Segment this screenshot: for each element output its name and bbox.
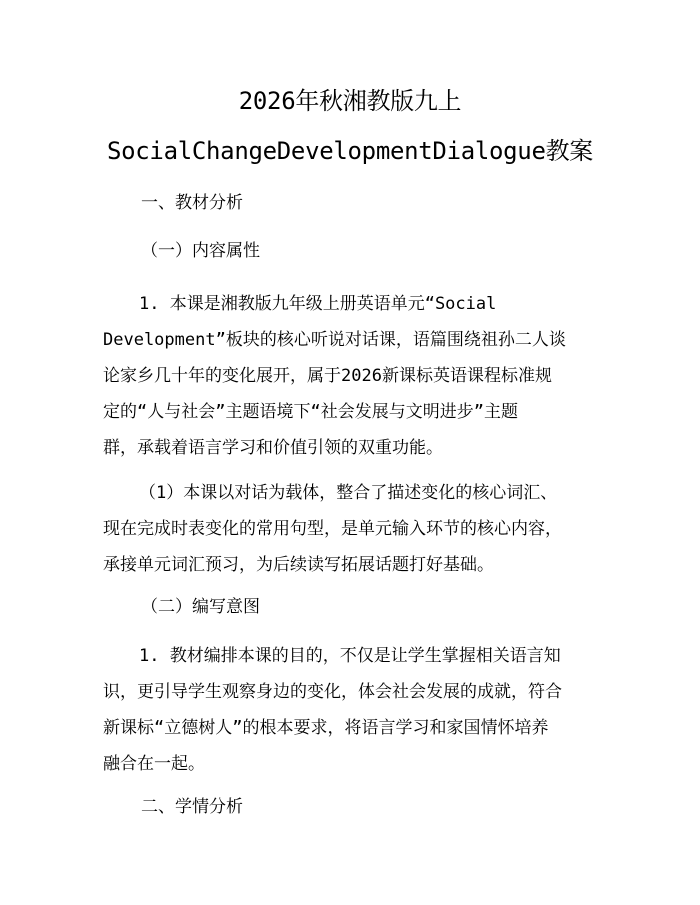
section-heading-textbook-analysis: 一、教材分析: [141, 193, 243, 213]
paragraph-line: 群，承载着语言学习和价值引领的双重功能。: [103, 438, 443, 458]
paragraph-line: 识，更引导学生观察身边的变化，体会社会发展的成就，符合: [103, 682, 562, 702]
paragraph-line: 承接单元词汇预习，为后续读写拓展话题打好基础。: [103, 555, 494, 575]
paragraph-line: 1. 本课是湘教版九年级上册英语单元“Social: [139, 294, 497, 314]
subsection-heading-content-attributes: （一）内容属性: [141, 241, 260, 261]
paragraph-content-attributes: [103, 286, 603, 466]
paragraph-line: （1）本课以对话为载体，整合了描述变化的核心词汇、: [139, 483, 558, 503]
paragraph-dialogue-carrier: [103, 475, 603, 583]
subsection-heading-writing-intent: （二）编写意图: [141, 597, 260, 617]
paragraph-line: 现在完成时表变化的常用句型，是单元输入环节的核心内容，: [103, 519, 562, 539]
paragraph-line: 定的“人与社会”主题语境下“社会发展与文明进步”主题: [103, 402, 518, 422]
section-heading-learner-analysis: 二、学情分析: [141, 797, 243, 817]
document-title-line-1: 2026年秋湘教版九上: [238, 87, 462, 115]
paragraph-writing-intent: [103, 638, 603, 782]
paragraph-line: 融合在一起。: [103, 754, 205, 774]
document-title-line-2: SocialChangeDevelopmentDialogue教案: [106, 137, 594, 165]
paragraph-line: 新课标“立德树人”的根本要求，将语言学习和家国情怀培养: [103, 718, 549, 738]
paragraph-line: Development”板块的核心听说对话课，语篇围绕祖孙二人谈: [103, 330, 566, 350]
paragraph-line: 论家乡几十年的变化展开，属于2026新课标英语课程标准规: [103, 366, 552, 386]
paragraph-line: 1. 教材编排本课的目的，不仅是让学生掌握相关语言知: [139, 646, 561, 666]
